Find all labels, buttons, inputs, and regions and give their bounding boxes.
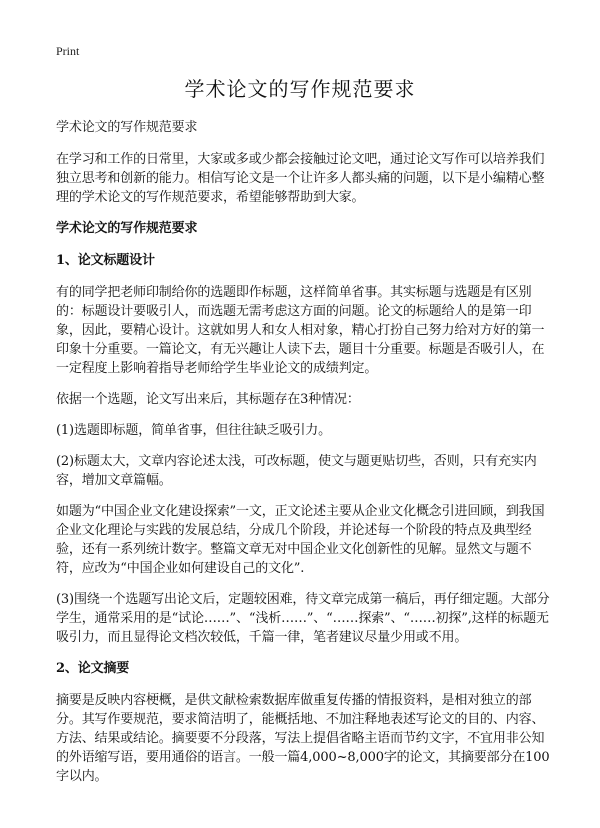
paragraph: 有的同学把老师印制给你的选题即作标题，这样简单省事。其实标题与选题是有区别的：标题设计要吸引人，而选题无需考虑这方面的问题。论文的标题给人的是第一印象，因此，要精心设计。这就如男人和女人相对象，精心打扮自己努力给对方好的第一印象十分重要。一篇论文，有无兴趣让人读下去，题目十分重要。标题是否吸引人，在一定程度上影响着指导老师给学生毕业论文的成绩判定。 (56, 285, 545, 376)
page-title: 学术论文的写作规范要求 (184, 77, 416, 101)
list-item: (2)标题太大，文章内容论述太浅，可改标题，使文与题更贴切些，否则，只有充实内容，增加文章篇幅。 (56, 454, 537, 488)
list-item: (3)围绕一个选题写出论文后，定题较困难，待文章完成第一稿后，再仔细定题。大部分学生，通常采用的是“试论……”、“浅析……”、“……探索”、“……初探”,这样的标题无吸引力，而且显得论文档次较低，千篇一律，笔者建议尽量少用或不用。 (56, 592, 550, 645)
section-heading-title-design: 1、论文标题设计 (56, 253, 155, 268)
article-body (56, 118, 550, 798)
intro-paragraph: 在学习和工作的日常里，大家或多或少都会接触过论文吧，通过论文写作可以培养我们独立思考和创新的能力。相信写论文是一个让许多人都头痛的问题，以下是小编精心整理的学术论文的写作规范要求，希望能够帮助到大家。 (56, 152, 545, 205)
print-link[interactable]: Print (56, 44, 80, 58)
section-heading-abstract: 2、论文摘要 (56, 661, 130, 676)
paragraph: 依据一个选题，论文写出来后，其标题存在3种情况： (56, 392, 360, 407)
main-heading: 学术论文的写作规范要求 (56, 221, 198, 236)
paragraph: 如题为“中国企业文化建设探索”一文，正文论述主要从企业文化概念引进回顾，到我国企业文化理论与实践的发展总结，分成几个阶段，并论述每一个阶段的特点及典型经验，还有一系列统计数字。整篇文章无对中国企业文化创新性的见解。显然文与题不符，应改为“中国企业如何建设自己的文化”. (56, 504, 545, 576)
paragraph: 摘要是反映内容梗概，是供文献检索数据库做重复传播的情报资料，是相对独立的部分。其写作要规范，要求简洁明了，能概括地、不加注释地表述写论文的目的、内容、方法、结果或结论。摘要要不分段落，写法上提倡省略主语而节约文字，不宜用非公知的外语缩写语，要用通俗的语言。一般一篇4,000~8,000字的论文，其摘要部分在100字以内。 (56, 693, 550, 784)
article-subtitle: 学术论文的写作规范要求 (56, 120, 198, 135)
list-item: (1)选题即标题，简单省事，但往往缺乏吸引力。 (56, 423, 331, 438)
